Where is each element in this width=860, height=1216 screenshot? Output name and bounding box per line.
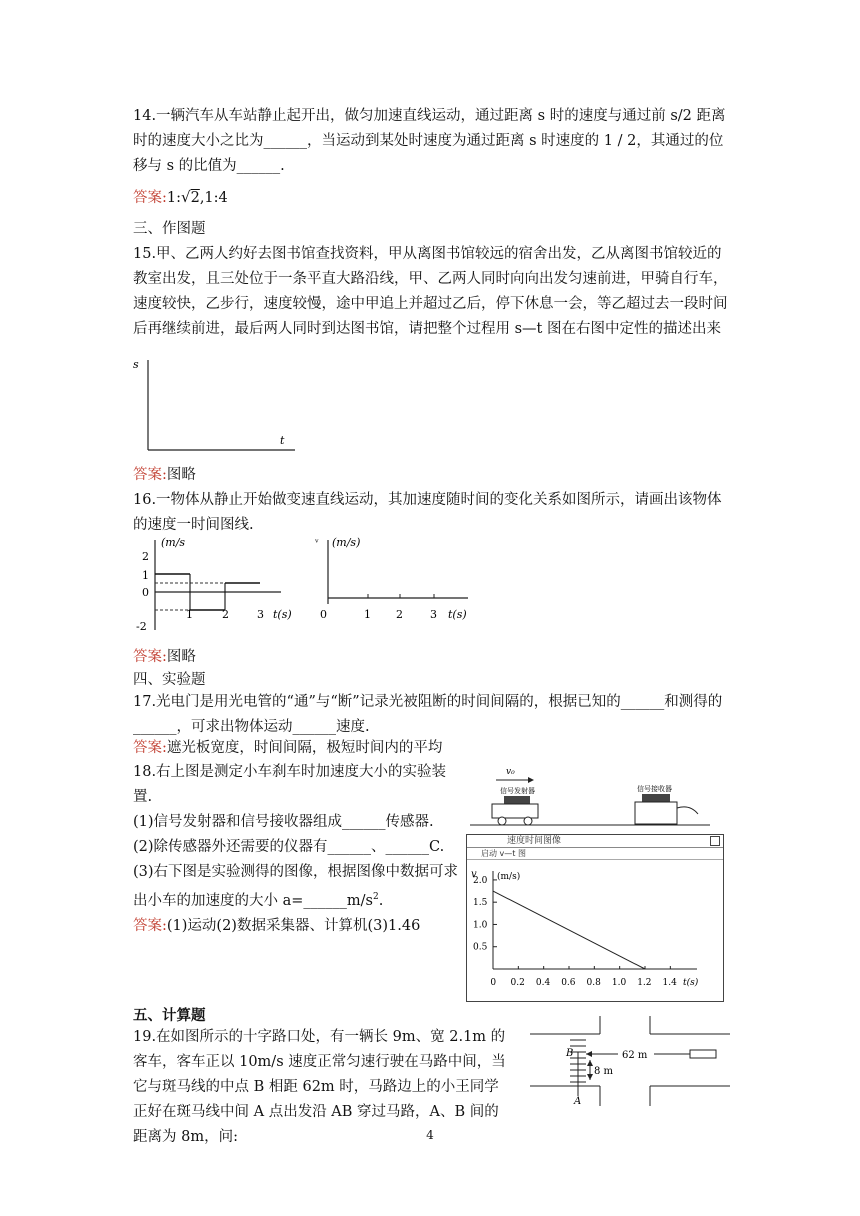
section-title-3: 三、作图题 bbox=[133, 221, 206, 237]
vt-xtick: 1 bbox=[364, 608, 371, 621]
emitter-label: 信号发射器 bbox=[500, 787, 535, 795]
answer-18: 答案:(1)运动(2)数据采集器、计算机(3)1.46 bbox=[133, 917, 421, 934]
window-toolbar: 启动 v—t 图 bbox=[467, 848, 723, 860]
at-xtick: 1 bbox=[186, 608, 193, 621]
receiver-box bbox=[635, 802, 677, 824]
vt-ytick-label: 0.5 bbox=[473, 942, 488, 953]
point-b-label: B bbox=[566, 1048, 574, 1059]
question-14: 14.一辆汽车从车站静止起开出，做匀加速直线运动，通过距离 s 时的速度与通过前 s/2 距离时的速度大小之比为______，当运动到某处时速度为通过距离 s 时速度的 1 / 2，其通过的位移与 s 的比值为______. bbox=[133, 108, 726, 174]
vt-xtick-label: 1.4 bbox=[662, 978, 677, 988]
question-17: 17.光电门是用光电管的“通”与“断”记录光被阻断的时间间隔的，根据已知的______和测得的______，可求出物体运动______速度. bbox=[133, 694, 723, 735]
acceleration-time-graph bbox=[133, 534, 303, 638]
question-18: 18.右上图是测定小车刹车时加速度大小的实验装置. (1)信号发射器和信号接收器组成______传感器. (2)除传感器外还需要的仪器有______、______C. (3)右下图是实验测得的图像，根据图像中数据可求出小车的加速度的大小 $a=\_\_\_\_\_\_m/s^2$. 答案:(1)运动(2)数据采集器、计算机(3)1.46 bbox=[133, 760, 463, 939]
velocity-time-blank-graph bbox=[310, 534, 480, 638]
vt-xtick-label: 1.2 bbox=[637, 978, 652, 988]
at-ytick: -2 bbox=[136, 620, 147, 633]
intersection-figure bbox=[530, 1016, 730, 1106]
at-xtick: 2 bbox=[222, 608, 229, 621]
question-16: 16.一物体从静止开始做变速直线运动，其加速度随时间的变化关系如图所示，请画出该物体的速度一时间图线. bbox=[133, 492, 722, 533]
receiver-box-top bbox=[642, 794, 670, 802]
page-number: 4 bbox=[426, 1128, 434, 1142]
answer-15: 答案:图略 bbox=[133, 467, 196, 483]
vt-xtick: 3 bbox=[430, 608, 437, 621]
point-a-label: A bbox=[574, 1096, 582, 1106]
distance-8-label: 8 m bbox=[594, 1066, 614, 1077]
section-title-4: 四、实验题 bbox=[133, 672, 206, 688]
vt-xtick-label: 0.6 bbox=[561, 978, 576, 988]
vt-origin: 0 bbox=[320, 608, 327, 621]
vt-xlabel: t(s) bbox=[683, 978, 699, 988]
bus bbox=[690, 1050, 716, 1058]
vt-xtick-label: 0 bbox=[490, 978, 497, 988]
answer-14: 答案:1:√2,1:4 bbox=[133, 188, 228, 206]
cart bbox=[492, 804, 538, 818]
vt-xlabel: t(s) bbox=[448, 608, 467, 621]
vt-ytick-label: 2.0 bbox=[473, 875, 488, 886]
vt-graph-window bbox=[466, 834, 724, 1002]
vt-xtick-label: 0.2 bbox=[510, 978, 525, 988]
vt-ylabel: v bbox=[471, 869, 477, 880]
receiver-label: 信号接收器 bbox=[637, 785, 672, 793]
vt-xtick-label: 0.4 bbox=[535, 978, 551, 988]
apparatus-figure bbox=[470, 764, 710, 830]
answer-label: 答案: bbox=[133, 190, 167, 206]
at-ytick: 2 bbox=[142, 550, 149, 563]
window-close-icon[interactable] bbox=[710, 836, 720, 846]
at-ytick: 0 bbox=[142, 586, 149, 599]
at-ytick: 1 bbox=[142, 569, 149, 582]
question-19: 19.在如图所示的十字路口处，有一辆长 9m、宽 2.1m 的客车，客车正以 10m/s 速度正常匀速行驶在马路中间，当它与斑马线的中点 B 相距 62m 时，马路边上的小王同学正好在斑马线中间 A 点出发沿 AB 穿过马路，A、B 间的距离为 8m，问: bbox=[133, 1029, 506, 1145]
axis-s-label: s bbox=[133, 358, 139, 371]
emitter-box bbox=[504, 796, 530, 804]
section-title-5: 五、计算题 bbox=[133, 1007, 206, 1024]
at-xlabel: t(s) bbox=[273, 608, 292, 621]
axis-t-label: t bbox=[280, 434, 285, 447]
vt-unit-label: (m/s) bbox=[497, 872, 521, 882]
vt-xtick-label: 0.8 bbox=[586, 978, 601, 988]
vt-chart bbox=[467, 861, 723, 1001]
at-unit: (m/s bbox=[161, 536, 186, 549]
answer-17: 答案:遮光板宽度，时间间隔，极短时间内的平均 bbox=[133, 740, 443, 756]
question-15: 15.甲、乙两人约好去图书馆查找资料，甲从离图书馆较远的宿舍出发，乙从离图书馆较近的教室出发，且三处位于一条平直大路沿线，甲、乙两人同时向向出发匀速前进，甲骑自行车，速度较快，乙步行，速度较慢，途中甲追上并超过乙后，停下休息一会，等乙超过去一段时间后再继续前进，最后两人同时到达图书馆，请把整个过程用 s—t 图在右图中定性的描述出来 bbox=[133, 246, 728, 337]
distance-62-label: 62 m bbox=[622, 1050, 648, 1061]
vt-xtick-label: 1.0 bbox=[611, 978, 627, 988]
window-titlebar: 速度时间图像 bbox=[467, 835, 723, 848]
vt-ytick-label: 1.0 bbox=[473, 920, 488, 931]
at-xtick: 3 bbox=[257, 608, 264, 621]
st-graph-blank bbox=[130, 352, 300, 462]
vt-ytick-label: 1.5 bbox=[473, 898, 488, 909]
vt-xtick: 2 bbox=[396, 608, 403, 621]
vt-series-line bbox=[493, 891, 645, 969]
svg-text:ᵛ: ᵛ bbox=[315, 538, 319, 549]
answer-16: 答案:图略 bbox=[133, 649, 196, 665]
vt-unit: (m/s) bbox=[332, 536, 361, 549]
v0-label: v₀ bbox=[506, 767, 515, 777]
